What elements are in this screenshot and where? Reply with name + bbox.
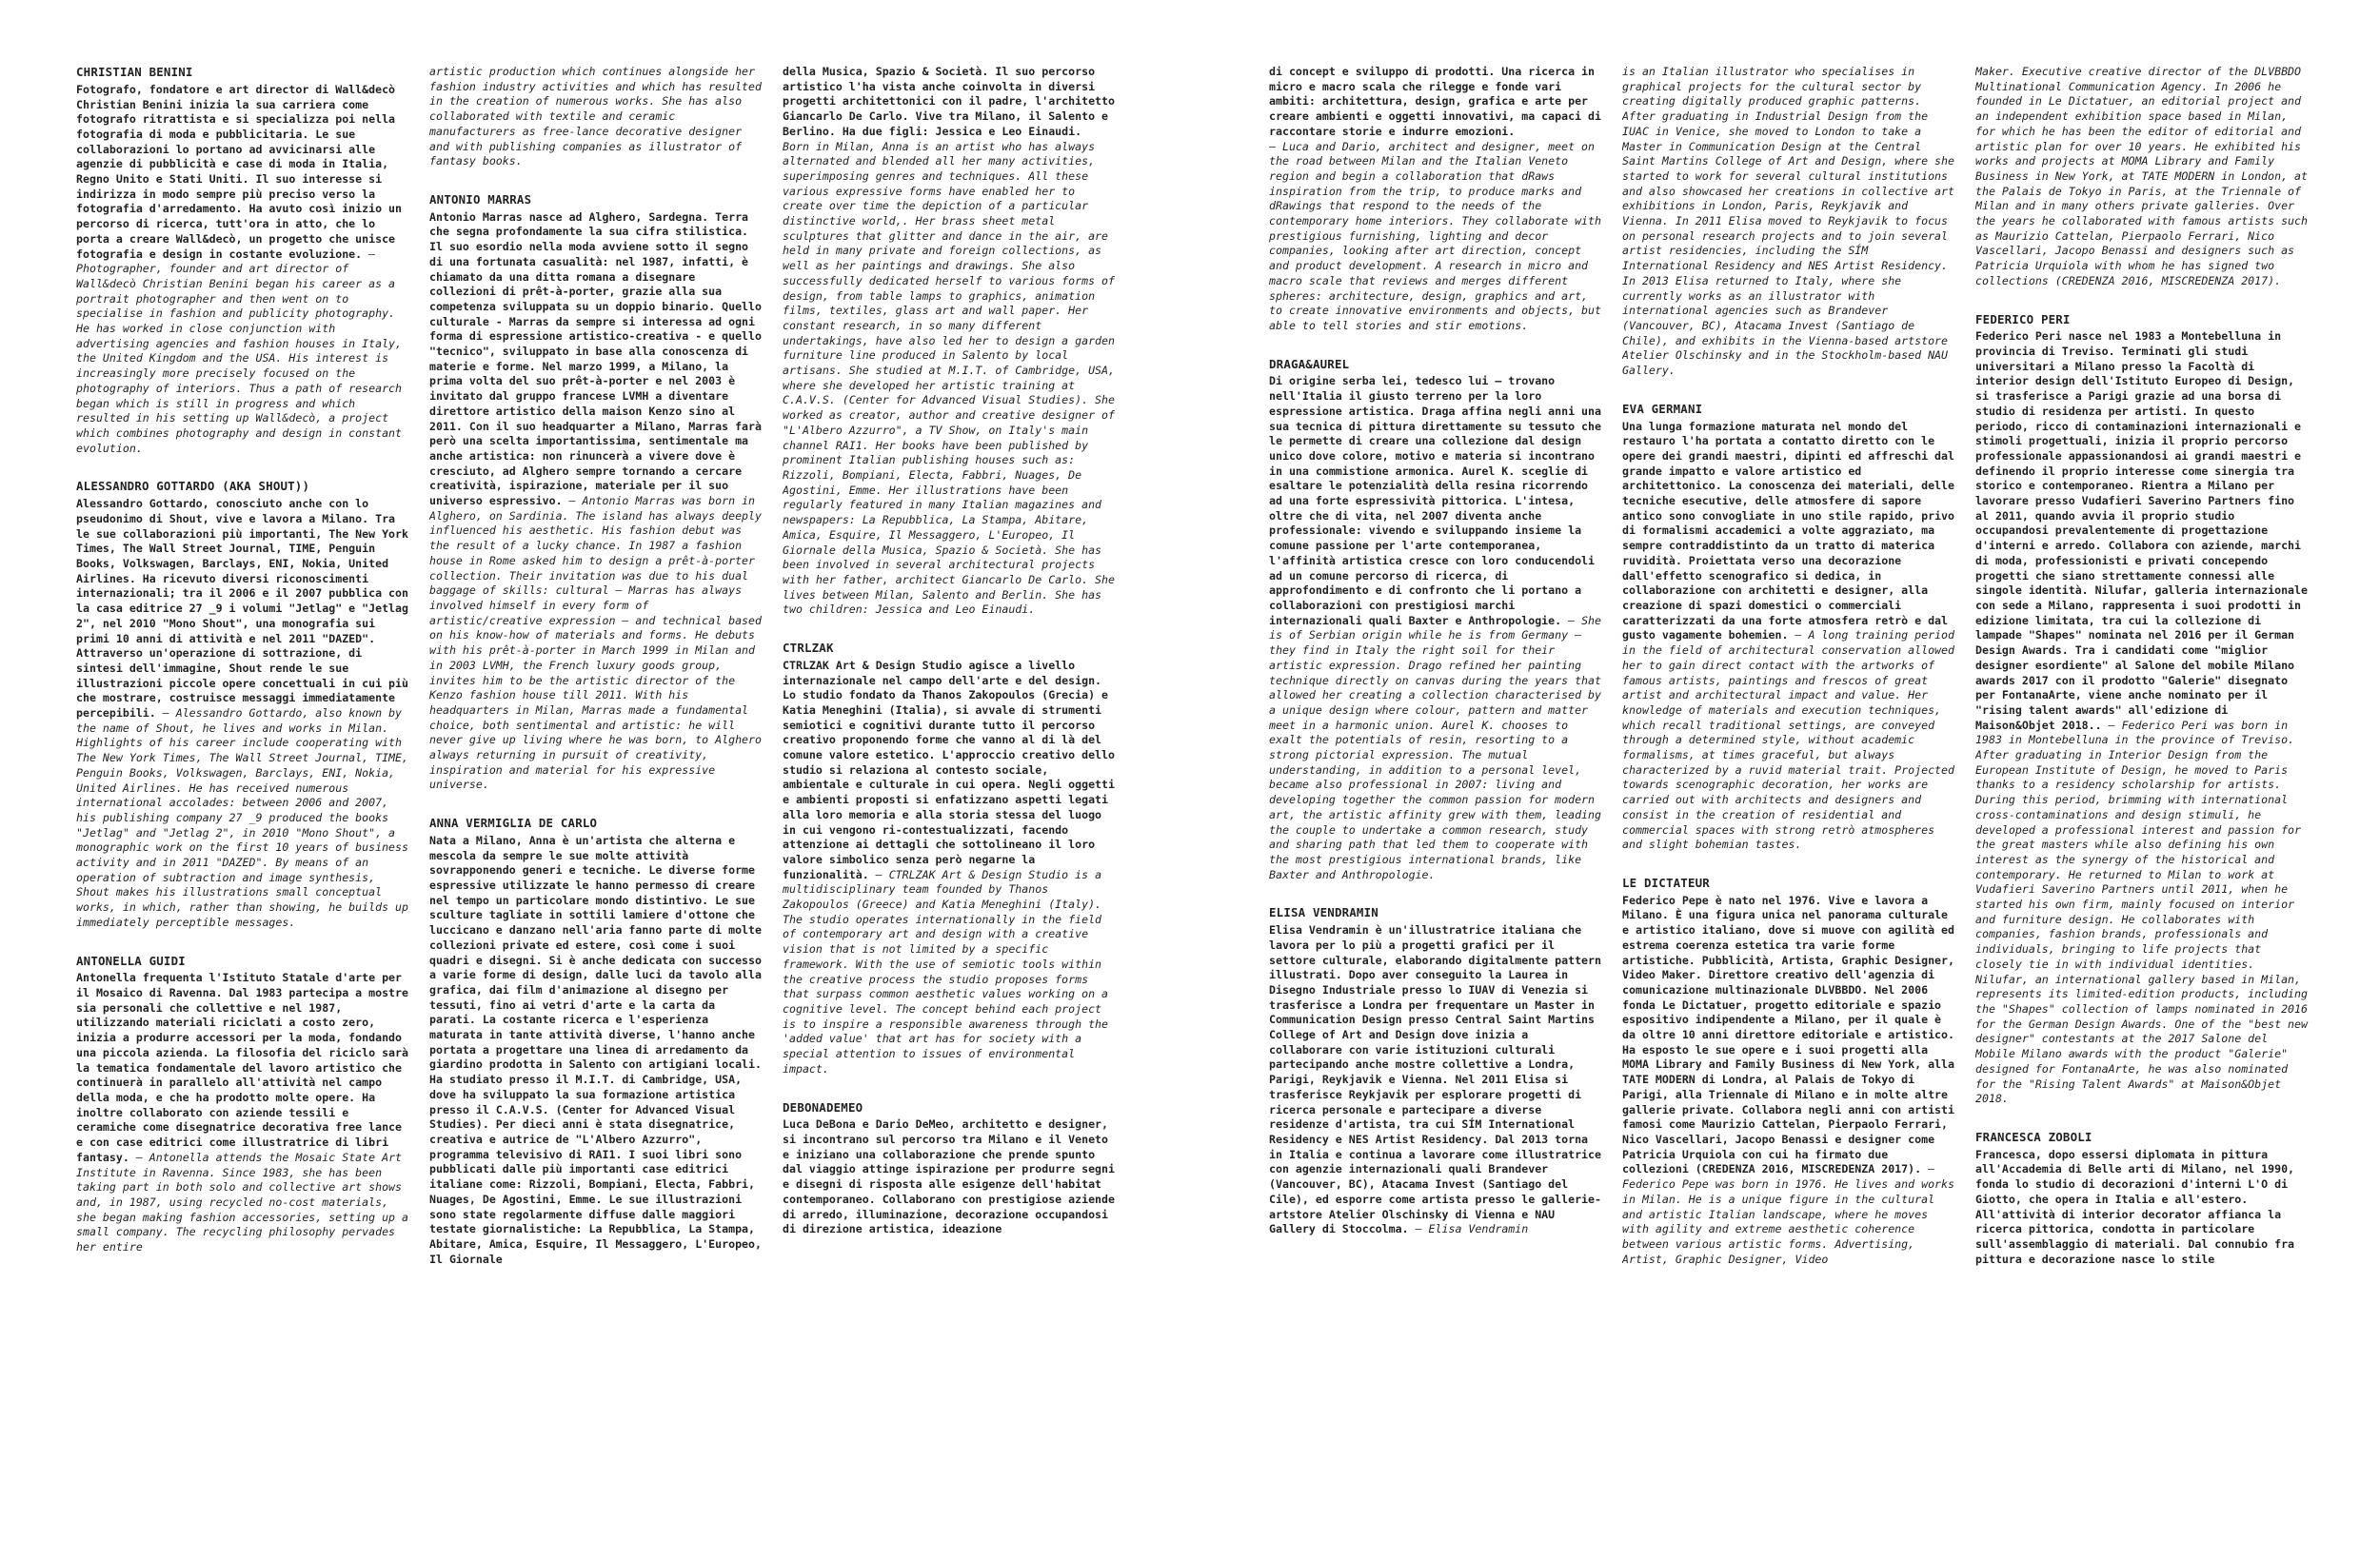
bio-eva-germani xyxy=(1622,402,1955,853)
english-text: – Antonio Marras was born in Alghero, on Sardinia. The island has always deeply influenced his aesthetic. His fashion debut was the result of a lucky chance. In 1987 a fashion house in Rome asked him to design a prêt-à-porter collection. Their invitation was due to his dual baggage of skills: cultural – Marras has always involved himself in every form of artistic/creative expression – and technical based on his know-how of materials and forms. He debuts with his prêt-à-porter in March 1999 in Milan and in 2003 LVMH, the French luxury goods group, invites him to be the artistic director of the Kenzo fashion house till 2011. With his headquarters in Milan, Marras made a fundamental choice, both sentimental and artistic: he will never give up living where he was born, to Alghero always returning in pursuit of creativity, inspiration and material for his expressive universe. xyxy=(429,494,763,792)
english-text: – Photographer, founder and art director of Wall&decò Christian Benini began his career as a portrait photographer and then went on to specialise in fashion and publicity photography. He has worked in close conjunction with advertising agencies and fashion houses in Italy, the United Kingdom and the USA. His interest is increasingly more precisely focused on the photography of interiors. Thus a path of research began which is still in progress and which resulted in his setting up Wall&decò, a project which combines photography and design in constant evolution. xyxy=(76,247,403,455)
bio-name: CTRLZAK xyxy=(783,641,834,656)
italian-text: Federico Pepe è nato nel 1976. Vive e lavora a Milano. È una figura unica nel panorama culturale e artistico italiano, dove si muove con agilità ed estrema coerenza estetica tra varie forme artistiche. Pubblicità, Artista, Graphic Designer, Video Maker. Direttore creativo dell'agenzia di comunicazione multinazionale DLVBBDO. Nel 2006 fonda Le Dictatuer, progetto editoriale e spazio espositivo indipendente a Milano, per il quale è da oltre 10 anni direttore editoriale e artistico. Ha esposto le sue opere e i suoi progetti alla MOMA Library and Family Business di New York, alla TATE MODERN di Londra, al Palais de Tokyo di Parigi, alla Triennale di Milano e in molte altre gallerie private. Collabora negli anni con artisti famosi come Maurizio Cattelan, Pierpaolo Ferrari, Nico Vascellari, Jacopo Benassi e designer come Patricia Urquiola con cui ha firmato due collezioni (CREDENZA 2016, MISCREDENZA 2017). xyxy=(1622,893,1955,1176)
english-text: – Alessandro Gottardo, also known by the name of Shout, he lives and works in Milan. Highlights of his career include cooperating with The New York Times, The Wall Street Journal, TIME, Penguin Books, Volkswagen, Barclays, ENI, Nokia, United Airlines. He has received numerous international accolades: between 2006 and 2007, his publishing company 27 _9 produced the books "Jetlag" and "Jetlag 2", in 2010 "Mono Shout", a monographic work on the first 10 years of business activity and in 2011 "DAZED". By means of an operation of subtraction and image synthesis, Shout makes his illustrations small conceptual works, in which, rather than showing, he builds up immediately perceptible messages. xyxy=(76,706,409,929)
bio-text xyxy=(1975,65,2309,289)
bio-name: ELISA VENDRAMIN xyxy=(1269,905,1378,920)
bio-name: FEDERICO PERI xyxy=(1975,311,2071,326)
italian-text: Federico Peri nasce nel 1983 a Montebelluna in provincia di Treviso. Terminati gli studi universitari a Milano presso la Facoltà di interior design dell'Istituto Europeo di Design, si trasferisce a Parigi grazie ad una borsa di studio di residenza per artisti. In questo periodo, ricco di contaminazioni internazionali e stimoli progettuali, inizia il proprio percorso professionale appassionandosi ai grandi maestri e definendo il proprio interesse come sinergia tra storico e contemporaneo. Rientra a Milano per lavorare presso Vudafieri Saverino Partners fino al 2011, quando avvia il proprio studio occupandosi prevalentemente di progettazione d'interni e arredo. Collabora con aziende, marchi di moda, professionisti e privati concependo progetti che siano strettamente connessi alle singole identità. Nilufar, galleria internazionale con sede a Milano, rappresenta i suoi prodotti in edizione limitata, tra cui la collezione di lampade "Shapes" nominata nel 2016 per il German Design Awards. Tra i candidati come "miglior designer esordiente" al Salone del mobile Milano awards 2017 con il prodotto "Galerie" disegnato per FontanaArte, viene anche nominato per il "rising talent awards" all'edizione di Maison&Objet 2018.. xyxy=(1975,329,2309,732)
bio-text xyxy=(1622,420,1955,853)
italian-text: CTRLZAK Art & Design Studio agisce a livello internazionale nel campo dell'arte e del design. Lo studio fondato da Thanos Zakopoulos (Grecia) e Katia Meneghini (Italia), si avvale di strumenti semiotici e cognitivi durante tutto il percorso creativo proponendo forme che vanno al di là del comune valore estetico. L'approccio creativo dello studio si relaziona al contesto sociale, ambientale e culturale in cui opera. Negli oggetti e ambienti proposti si enfatizzano aspetti legati alla loro memoria e alla storia stessa del luogo in cui vengono ri-contestualizzati, facendo attenzione ai dettagli che sottolineano il loro valore simbolico senza però negarne la funzionalità. xyxy=(783,658,1116,881)
italian-text: Antonio Marras nasce ad Alghero, Sardegna. Terra che segna profondamente la sua cifra stilistica. Il suo esordio nella moda avviene sotto il segno di una fortunata casualità: nel 1987, infatti, è chiamato da una ditta romana a disegnare collezioni di prêt-à-porter, grazie alla sua competenza sviluppata su un doppio binario. Quello culturale - Marras da sempre si interessa ad ogni forma di espressione artistico-creativa - e quello "tecnico", sviluppato in base alla conoscenza di materie e forme. Nel marzo 1999, a Milano, la prima volta del suo prêt-à-porter e nel 2003 è invitato dal gruppo francese LVMH a diventare direttore artistico della maison Kenzo sino al 2011. Con il suo headquarter a Milano, Marras farà però una scelta importantissima, sentimentale ma anche artistica: non rinuncerà a vivere dove è cresciuto, ad Alghero sempre tornando a cercare creatività, ispirazione, materiale per il suo universo espressivo. xyxy=(429,209,763,508)
italian-text: Nata a Milano, Anna è un'artista che alterna e mescola da sempre le sue molte attività sovrapponendo generi e tecniche. Le diverse forme espressive utilizzate le hanno permesso di creare nel tempo un particolare mondo distintivo. Le sue sculture tagliate in sottili lamiere d'ottone che luccicano e danzano nell'aria fanno parte di molte collezioni private ed estere, così come i suoi quadri e disegni. Si è anche dedicata con successo a varie forme di design, dalle luci da tavolo alla grafica, dai film d'animazione al disegno per tessuti, fino ai vetri d'arte e la carta da parati. La costante ricerca e l'esperienza maturata in tante attività diverse, l'hanno anche portata a progettare una linea di arredamento da giardino prodotta in Salento con artigiani locali. Ha studiato presso il M.I.T. di Cambridge, USA, dove ha sviluppato la sua formazione artistica presso il C.A.V.S. (Center for Advanced Visual Studies). Per dieci anni è stata disegnatrice, creativa e autrice de "L'Albero Azzurro", programma televisivo di RAI1. I suoi libri sono pubblicati dalle più importanti case editrici italiane come: Rizzoli, Bompiani, Electa, Fabbri, Nuages, De Agostini, Emme. Le sue illustrazioni sono state regolarmente diffuse dalle maggiori testate giornalistiche: La Repubblica, La Stampa, Abitare, Amica, Esquire, Il Messaggero, L'Europeo, Il Giornale xyxy=(429,833,763,1266)
bio-antonio-marras xyxy=(429,192,763,793)
english-text: artistic production which continues alongside her fashion industry activities and which has resulted in the creation of numerous works. She has also collaborated with textile and ceramic manufacturers as free-lance decorative designer and with publishing companies as illustrator of fantasy books. xyxy=(429,65,763,168)
bio-federico-peri xyxy=(1975,312,2309,1107)
bio-name: ANNA VERMIGLIA DE CARLO xyxy=(429,816,598,831)
bio-continuation xyxy=(1622,65,1955,379)
english-text: – She is of Serbian origin while he is from Germany – they find in Italy the right soil for their artistic expression. Drago refined her painting technique directly on canvas during the years that allowed her creating a collection characterised by a unique design where colour, pattern and matter meet in a harmonic union. Aurel K. chooses to exalt the potentials of resin, resorting to a strong pictorial expression. The mutual understanding, in addition to a personal level, became also professional in 2007: living and developing together the common passion for modern art, the artistic affinity grew with them, leading the couple to undertake a common research, study and sharing path that led them to cooperate with the most prestigious international brands, like Baxter and Anthropologie. xyxy=(1269,613,1602,881)
bio-continuation xyxy=(1975,65,2309,289)
english-text: – Elisa Vendramin xyxy=(1415,1222,1529,1236)
bio-name: FRANCESCA ZOBOLI xyxy=(1975,1129,2092,1144)
italian-text: Elisa Vendramin è un'illustratrice italiana che lavora per lo più a progetti grafici per il settore culturale, elaborando digitalmente pattern illustrati. Dopo aver conseguito la Laurea in Disegno Industriale presso lo IUAV di Venezia si trasferisce a Londra per frequentare un Master in Communication Design presso Central Saint Martins College of Art and Design dove inizia a collaborare con varie istituzioni culturali partecipando anche mostre collettive a Londra, Parigi, Reykjavik e Vienna. Nel 2011 Elisa si trasferisce Reykjavik per esplorare progetti di ricerca personale e partecipare a diverse residenze d'artista, tra cui SÍM International Residency e NES Artist Residency. Dal 2013 torna in Italia e continua a lavorare come illustratrice con agenzie internazionali quali Brandever (Vancouver, BC), Atacama Invest (Santiago del Cile), ed esporre come artista presso le gallerie-artstore Atelier Olschinsky di Vienna e NAU Gallery di Stoccolma. xyxy=(1269,923,1602,1236)
column-3 xyxy=(783,65,1116,1531)
bio-name: ANTONELLA GUIDI xyxy=(76,953,186,968)
bio-name: LE DICTATEUR xyxy=(1622,875,1710,890)
italian-text: Fotografo, fondatore e art director di Wall&decò Christian Benini inizia la sua carriera come fotografo ritrattista e si specializza poi nella fotografia di moda e pubblicitaria. Le sue collaborazioni lo portano ad avvicinarsi alle agenzie di pubblicità e case di moda in Italia, Regno Unito e Stati Uniti. Il suo interesse si indirizza in modo sempre più preciso verso la fotografia d'arredamento. Ha avuto così inizio un percorso di ricerca, tutt'ora in atto, che lo porta a creare Wall&decò, un progetto che unisce fotografia e design in costante evoluzione. xyxy=(76,82,403,261)
bio-name: ANTONIO MARRAS xyxy=(429,191,532,207)
bio-le-dictateur xyxy=(1622,876,1955,1267)
bio-text xyxy=(76,83,409,457)
bio-name: EVA GERMANI xyxy=(1622,401,1703,416)
italian-text: della Musica, Spazio & Società. Il suo percorso artistico l'ha vista anche coinvolta in diversi progetti architettonici con il padre, l'architetto Giancarlo De Carlo. Vive tra Milano, il Salento e Berlino. Ha due figli: Jessica e Leo Einaudi. xyxy=(783,65,1116,138)
bio-christian-benini xyxy=(76,65,409,456)
bio-text xyxy=(429,65,763,169)
italian-text: Antonella frequenta l'Istituto Statale d'arte per il Mosaico di Ravenna. Dal 1983 partecipa a mostre sia personali che collettive e nel 1987, utilizzando materiali riciclati a costo zero, inizia a produrre accessori per la moda, fondando una piccola azienda. La filosofia del riciclo sarà la tematica fondamentale del lavoro artistico che continuerà in parallelo all'attività nel campo della moda, e che ha prodotto molte opere. Ha inoltre collaborato con aziende tessili e ceramiche come disegnatrice decorativa free lance e con case editrici come illustratrice di libri fantasy. xyxy=(76,971,409,1164)
bio-text xyxy=(783,65,1116,618)
bio-draga-aurel xyxy=(1269,357,1602,883)
bio-text xyxy=(1269,65,1602,334)
bio-name: DEBONADEMEO xyxy=(783,1099,863,1115)
italian-text: Luca DeBona e Dario DeMeo, architetto e designer, si incontrano sul percorso tra Milano e il Veneto e iniziano una collaborazione che prende spunto dal viaggio attinge ispirazione per produrre segni e disegni di risposta alle esigenze dell'habitat contemporaneo. Collaborano con prestigiose aziende di arredo, illuminazione, decorazione occupandosi di direzione artistica, ideazione xyxy=(783,1117,1116,1236)
bio-antonella-guidi xyxy=(76,954,409,1255)
bio-name: DRAGA&AUREL xyxy=(1269,356,1350,371)
bio-continuation xyxy=(1269,65,1602,334)
italian-text: Alessandro Gottardo, conosciuto anche con lo pseudonimo di Shout, vive e lavora a Milano. Tra le sue collaborazioni più importanti, The New York Times, The Wall Street Journal, TIME, Penguin Books, Volkswagen, Barclays, ENI, Nokia, United Airlines. Ha ricevuto diversi riconoscimenti internazionali; tra il 2006 e il 2007 pubblica con la casa editrice 27 _9 i volumi "Jetlag" e "Jetlag 2", nel 2010 "Mono Shout", una monografia sui primi 10 anni di attività e nel 2011 "DAZED". Attraverso un'operazione di sottrazione, di sintesi dell'immagine, Shout rende le sue illustrazioni piccole opere concettuali in cui più che mostrare, costruisce messaggi immediatamente percepibili. xyxy=(76,497,409,721)
english-text: – Federico Pepe was born in 1976. He lives and works in Milan. He is a unique figure in the cultural and artistic Italian landscape, where he moves with agility and extreme aesthetic coherence between various artistic forms. Advertising, Artist, Graphic Designer, Video xyxy=(1622,1162,1955,1266)
column-6 xyxy=(1975,65,2309,1531)
bio-text xyxy=(783,659,1116,1077)
bio-francesca-zoboli xyxy=(1975,1130,2309,1267)
column-5 xyxy=(1622,65,1955,1531)
bio-text xyxy=(1975,1148,2309,1268)
english-text: – Federico Peri was born in 1983 in Montebelluna in the province of Treviso. After graduating in Interior Design from the European Institute of Design, he moved to Paris thanks to a residency scholarship for artists. During this period, brimming with international cross-contaminations and design stimuli, he developed a professional interest and passion for the great masters while also defining his own interest as the synergy of the historical and contemporary. He returned to Milan to work at Vudafieri Saverino Partners until 2011, when he started his own firm, mainly focused on interior and furniture design. He collaborates with companies, fashion brands, professionals and individuals, bringing to life projects that closely tie in with individual identities. Nilufar, an international gallery based in Milan, represents its limited-edition products, including the "Shapes" collection of lamps nominated in 2016 for the German Design Awards. One of the "best new designer" contestants at the 2017 Salone del Mobile Milano awards with the product "Galerie" designed for FontanaArte, he was also nominated for the "Rising Talent Awards" at Maison&Objet 2018. xyxy=(1975,718,2309,1106)
italian-text: Di origine serba lei, tedesco lui – trovano nell'Italia il giusto terreno per la loro espressione artistica. Draga affina negli anni una sua tecnica di pittura direttamente su tessuto che le permette di creare una collezione dal design unico dove colore, motivo e materia si incontrano in una commistione armonica. Aurel K. sceglie di esaltare le potenzialità della resina ricorrendo ad una forte espressività pittorica. L'intesa, oltre che di vita, nel 2007 diventa anche professionale: vivendo e sviluppando insieme la comune passione per l'arte contemporanea, l'affinità artistica cresce con loro conducendoli ad un comune percorso di ricerca, di approfondimento e di confronto che li portano a collaborazioni con prestigiosi marchi internazionali quali Baxter e Anthropologie. xyxy=(1269,374,1602,627)
column-1 xyxy=(76,65,409,1531)
bio-continuation xyxy=(783,65,1116,618)
bio-continuation xyxy=(429,65,763,169)
bio-text xyxy=(1269,374,1602,882)
bio-name: CHRISTIAN BENINI xyxy=(76,65,193,79)
column-2 xyxy=(429,65,763,1531)
english-text: Maker. Executive creative director of the DLVBBDO Multinational Communication Agency. In 2006 he founded in Le Dictatuer, an editorial project and an independent exhibition space based in Milan, for which he has been the editor of editorial and artistic plan for over 10 years. He exhibited his works and projects at MOMA Library and Family Business in New York, at TATE MODERN in London, at the Palais de Tokyo in Paris, at the Triennale of Milan and in many others private galleries. Over the years he collaborated with famous artists such as Maurizio Cattelan, Pierpaolo Ferrari, Nico Vascellari, Jacopo Benassi and designers such as Patricia Urquiola with whom he has signed two collections (CREDENZA 2016, MISCREDENZA 2017). xyxy=(1975,65,2309,287)
bio-name: ALESSANDRO GOTTARDO (AKA SHOUT)) xyxy=(76,479,310,494)
bio-ctrlzak xyxy=(783,641,1116,1077)
english-text: – A long training period in the field of architectural conservation allowed her to gain direct contact with the artworks of famous artists, paintings and frescos of great artist and architectural impact and value. Her knowledge of materials and execution techniques, which recall traditional settings, are conveyed through a determined style, without academic formalisms, at times graceful, but always characterized by a ruvid material trait. Projected towards scenographic decoration, her works are carried out with architects and designers and consist in the creation of residential and commercial spaces with strong retrò atmospheres and slight bohemian tastes. xyxy=(1622,628,1955,852)
bio-elisa-vendramin xyxy=(1269,905,1602,1237)
bio-anna-vermiglia-de-carlo xyxy=(429,816,763,1267)
italian-text: Francesca, dopo essersi diplomata in pittura all'Accademia di Belle arti di Milano, nel 1990, fonda lo studio di decorazioni d'interni L'O di Giotto, che opera in Italia e all'estero. All'attività di interior decorator affianca la ricerca pittorica, condotta in particolare sull'assemblaggio di materiali. Dal connubio fra pittura e decorazione nasce lo stile xyxy=(1975,1147,2295,1266)
english-text: is an Italian illustrator who specialises in graphical projects for the cultural sector by creating digitally produced graphic patterns. After graduating in Industrial Design from the IUAC in Venice, she moved to London to take a Master in Communication Design at the Central Saint Martins College of Art and Design, where she started to work for several cultural institutions and also showcased her creations in collective art exhibitions in London, Paris, Reykjavik and Vienna. In 2011 Elisa moved to Reykjavik to focus on personal research projects and to join several artist residencies, including the SÍM International Residency and NES Artist Residency. In 2013 Elisa returned to Italy, where she currently works as an illustrator with international agencies such as Brandever (Vancouver, BC), Atacama Invest (Santiago de Chile), and exhibits in the Vienna-based artstore Atelier Olschinsky and in the Stockholm-based NAU Gallery. xyxy=(1622,65,1955,378)
italian-text: Una lunga formazione maturata nel mondo del restauro l'ha portata a contatto diretto con le opere dei grandi maestri, dipinti ed affreschi dal grande impatto e valore artistico ed architettonico. La conoscenza dei materiali, delle tecniche esecutive, delle atmosfere di sapore antico sono convogliate in uno stile rapido, privo di formalismi accademici a volte aggraziato, ma sempre contraddistinto da un tratto di materica ruvidità. Proiettata verso una decorazione dall'effetto scenografico si dedica, in collaborazione con architetti e designer, alla creazione di spazi domestici o commerciali caratterizzati da una forte atmosfera retrò e dal gusto vagamente bohemien. xyxy=(1622,419,1955,642)
bio-text xyxy=(429,834,763,1267)
bio-text xyxy=(1975,329,2309,1107)
bio-alessandro-gottardo-aka-shout xyxy=(76,479,409,930)
bio-text xyxy=(1269,923,1602,1237)
column-4 xyxy=(1269,65,1602,1531)
bio-text xyxy=(1622,65,1955,379)
bio-text xyxy=(429,210,763,793)
bio-text xyxy=(1622,894,1955,1268)
english-text: – CTRLZAK Art & Design Studio is a multidisciplinary team founded by Thanos Zakopoulos (Greece) and Katia Meneghini (Italy). The studio operates internationally in the field of contemporary art and design with a creative vision that is not limited by a specific framework. With the use of semiotic tools within the creative process the studio proposes forms that surpass common aesthetic values working on a cognitive level. The concept behind each project is to inspire a responsible awareness through the 'added value' that art has for society with a special attention to issues of environmental impact. xyxy=(783,867,1109,1076)
english-text: – Antonella attends the Mosaic State Art Institute in Ravenna. Since 1983, she has been taking part in both solo and collective art shows and, in 1987, using recycled no-cost materials, she began making fashion accessories, setting up a small company. The recycling philosophy pervades her entire xyxy=(76,1150,409,1255)
bio-text xyxy=(783,1117,1116,1237)
italian-text: di concept e sviluppo di prodotti. Una ricerca in micro e macro scala che rilegge e fonde vari ambiti: architettura, design, grafica e arte per creare ambienti e oggetti innovativi, ma capaci di raccontare storie e indurre emozioni. xyxy=(1269,65,1602,138)
english-text: Born in Milan, Anna is an artist who has always alternated and blended all her many activities, superimposing genres and techniques. All these various expressive forms have enabled her to create over time the depiction of a particular distinctive world,. Her brass sheet metal sculptures that glitter and dance in the air, are held in many private and foreign collections, as well as her paintings and drawings. She also successfully dedicated herself to various forms of design, from table lamps to graphics, animation films, textiles, glass art and wall paper. Her constant research, in so many different undertakings, have also led her to design a garden furniture line produced in Salento by local artisans. She studied at M.I.T. of Cambridge, USA, where she developed her artistic training at C.A.V.S. (Center for Advanced Visual Studies). She worked as creator, author and creative designer of "L'Albero Azzurro", a TV Show, on Italy's main channel RAI1. Her books have been published by prominent Italian publishing houses such as: Rizzoli, Bompiani, Electa, Fabbri, Nuages, De Agostini, Emme. Her illustrations have been regularly featured in many Italian magazines and newspapers: La Repubblica, La Stampa, Abitare, Amica, Esquire, Il Messaggero, L'Europeo, Il Giornale della Musica, Spazio & Società. She has been involved in several architectural projects with her father, architect Giancarlo De Carlo. She lives between Milan, Salento and Berlin. She has two children: Jessica and Leo Einaudi. xyxy=(783,139,1116,617)
english-text: – Luca and Dario, architect and designer, meet on the road between Milan and the Italian Veneto region and begin a collaboration that dRaws inspiration from the trip, to produce marks and dRawings that respond to the needs of the contemporary home interiors. They collaborate with prestigious furnishing, lighting and decor companies, looking after art direction, concept and product development. A research in micro and macro scale that reviews and merges different spheres: architecture, design, graphics and art, to create innovative environments and objects, but able to tell stories and stir emotions. xyxy=(1269,139,1602,332)
bio-text xyxy=(76,971,409,1255)
bio-debonademeo xyxy=(783,1100,1116,1237)
bio-text xyxy=(76,497,409,930)
